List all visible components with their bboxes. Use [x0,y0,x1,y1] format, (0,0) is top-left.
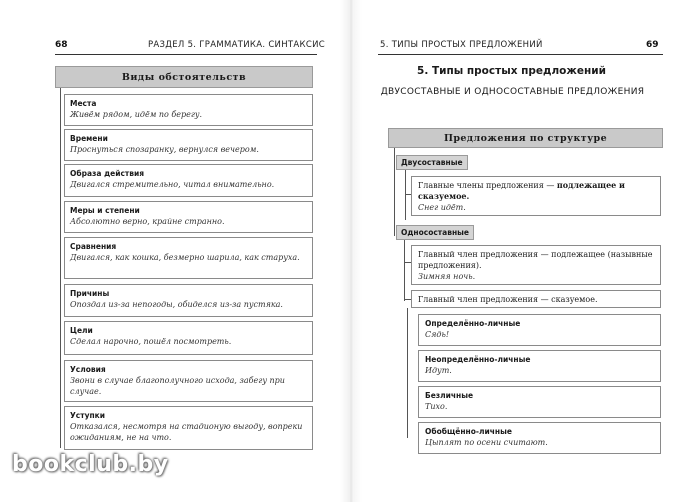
circumstance-head: Уступки [70,411,105,420]
left-page-number: 68 [55,40,68,50]
circumstance-example: Звони в случае благополучного исхода, забегу при случае. [70,376,285,396]
type-head: Обобщённо-личные [425,427,512,436]
type-example: Сядь! [425,330,450,339]
type-head: Безличные [425,391,474,400]
predicate-text: Главный член предложения — сказуемое. [418,295,598,304]
circumstance-example: Проснуться спозаранку, вернулся вечером. [70,145,259,154]
circumstance-head: Цели [70,326,93,335]
predicate-box [411,290,661,308]
circumstance-example: Опоздал из-за непогоды, обиделся из-за пустяка. [70,300,283,309]
section-title: 5. Типы простых предложений [417,65,606,77]
type-example: Идут. [425,366,452,375]
type-example: Цыплят по осени считают. [425,438,548,447]
right-page-number: 69 [646,40,659,50]
type-example: Тихо. [425,402,448,411]
connector-line [407,308,408,438]
left-header-rule [55,54,317,55]
type-box-generalized-personal [418,422,661,454]
two-part-example: Снег идёт. [418,203,466,212]
circumstance-box-degree [64,201,313,233]
circumstance-box-purpose [64,321,313,355]
circumstance-head: Образа действия [70,169,145,178]
connector-line [394,148,395,236]
two-part-tag: Двусоставные [396,155,468,170]
book-spine-shadow [340,0,362,502]
type-box-definite-personal [418,314,661,346]
one-part-tag: Односоставные [396,225,474,240]
nominative-box [411,245,661,285]
circumstances-title: Виды обстоятельств [55,66,313,88]
connector-line [404,239,405,301]
circumstance-example: Двигался стремительно, читал внимательно. [70,180,275,189]
circumstance-box-place [64,94,313,126]
circumstance-box-condition [64,360,313,402]
circumstance-box-manner [64,164,313,197]
circumstance-example: Сделал нарочно, пошёл посмотреть. [70,337,232,346]
type-box-impersonal [418,386,661,418]
circumstance-head: Условия [70,365,106,374]
circumstance-head: Меры и степени [70,206,140,215]
circumstance-example: Абсолютно верно, крайне странно. [70,217,225,226]
circumstance-box-reason [64,284,313,317]
connector-line [60,88,61,448]
section-subtitle: ДВУСОСТАВНЫЕ И ОДНОСОСТАВНЫЕ ПРЕДЛОЖЕНИЯ [380,87,645,97]
type-head: Определённо-личные [425,319,521,328]
circumstance-example: Отказался, несмотря на стадионую выгоду, вопреки ожиданиям, не на что. [70,422,303,442]
connector-line [404,262,411,263]
type-box-indefinite-personal [418,350,661,382]
type-head: Неопределённо-личные [425,355,531,364]
connector-line [404,299,411,300]
nominative-example: Зимняя ночь. [418,272,476,281]
circumstance-box-comparison [64,237,313,279]
circumstance-head: Места [70,99,97,108]
circumstance-head: Времени [70,134,108,143]
right-header-rule [378,54,663,55]
circumstance-box-concession [64,406,313,450]
two-part-text: Главные члены предложения — [418,181,555,190]
two-part-box [411,176,661,216]
structure-title: Предложения по структуре [388,128,663,148]
circumstance-head: Причины [70,289,110,298]
left-running-head: РАЗДЕЛ 5. ГРАММАТИКА. СИНТАКСИС [148,40,325,50]
right-running-head: 5. ТИПЫ ПРОСТЫХ ПРЕДЛОЖЕНИЙ [380,40,543,50]
two-part-bold-text: подлежащее и сказуемое. [418,180,625,201]
nominative-text: Главный член предложения — подлежащее (назывные предложения). [418,250,653,270]
circumstance-head: Сравнения [70,242,117,251]
circumstance-example: Живём рядом, идём по берегу. [70,110,203,119]
circumstance-box-time [64,129,313,161]
watermark-logo: bookclub.by [12,452,169,477]
circumstance-example: Двигался, как кошка, безмерно шарила, как старуха. [70,253,300,262]
